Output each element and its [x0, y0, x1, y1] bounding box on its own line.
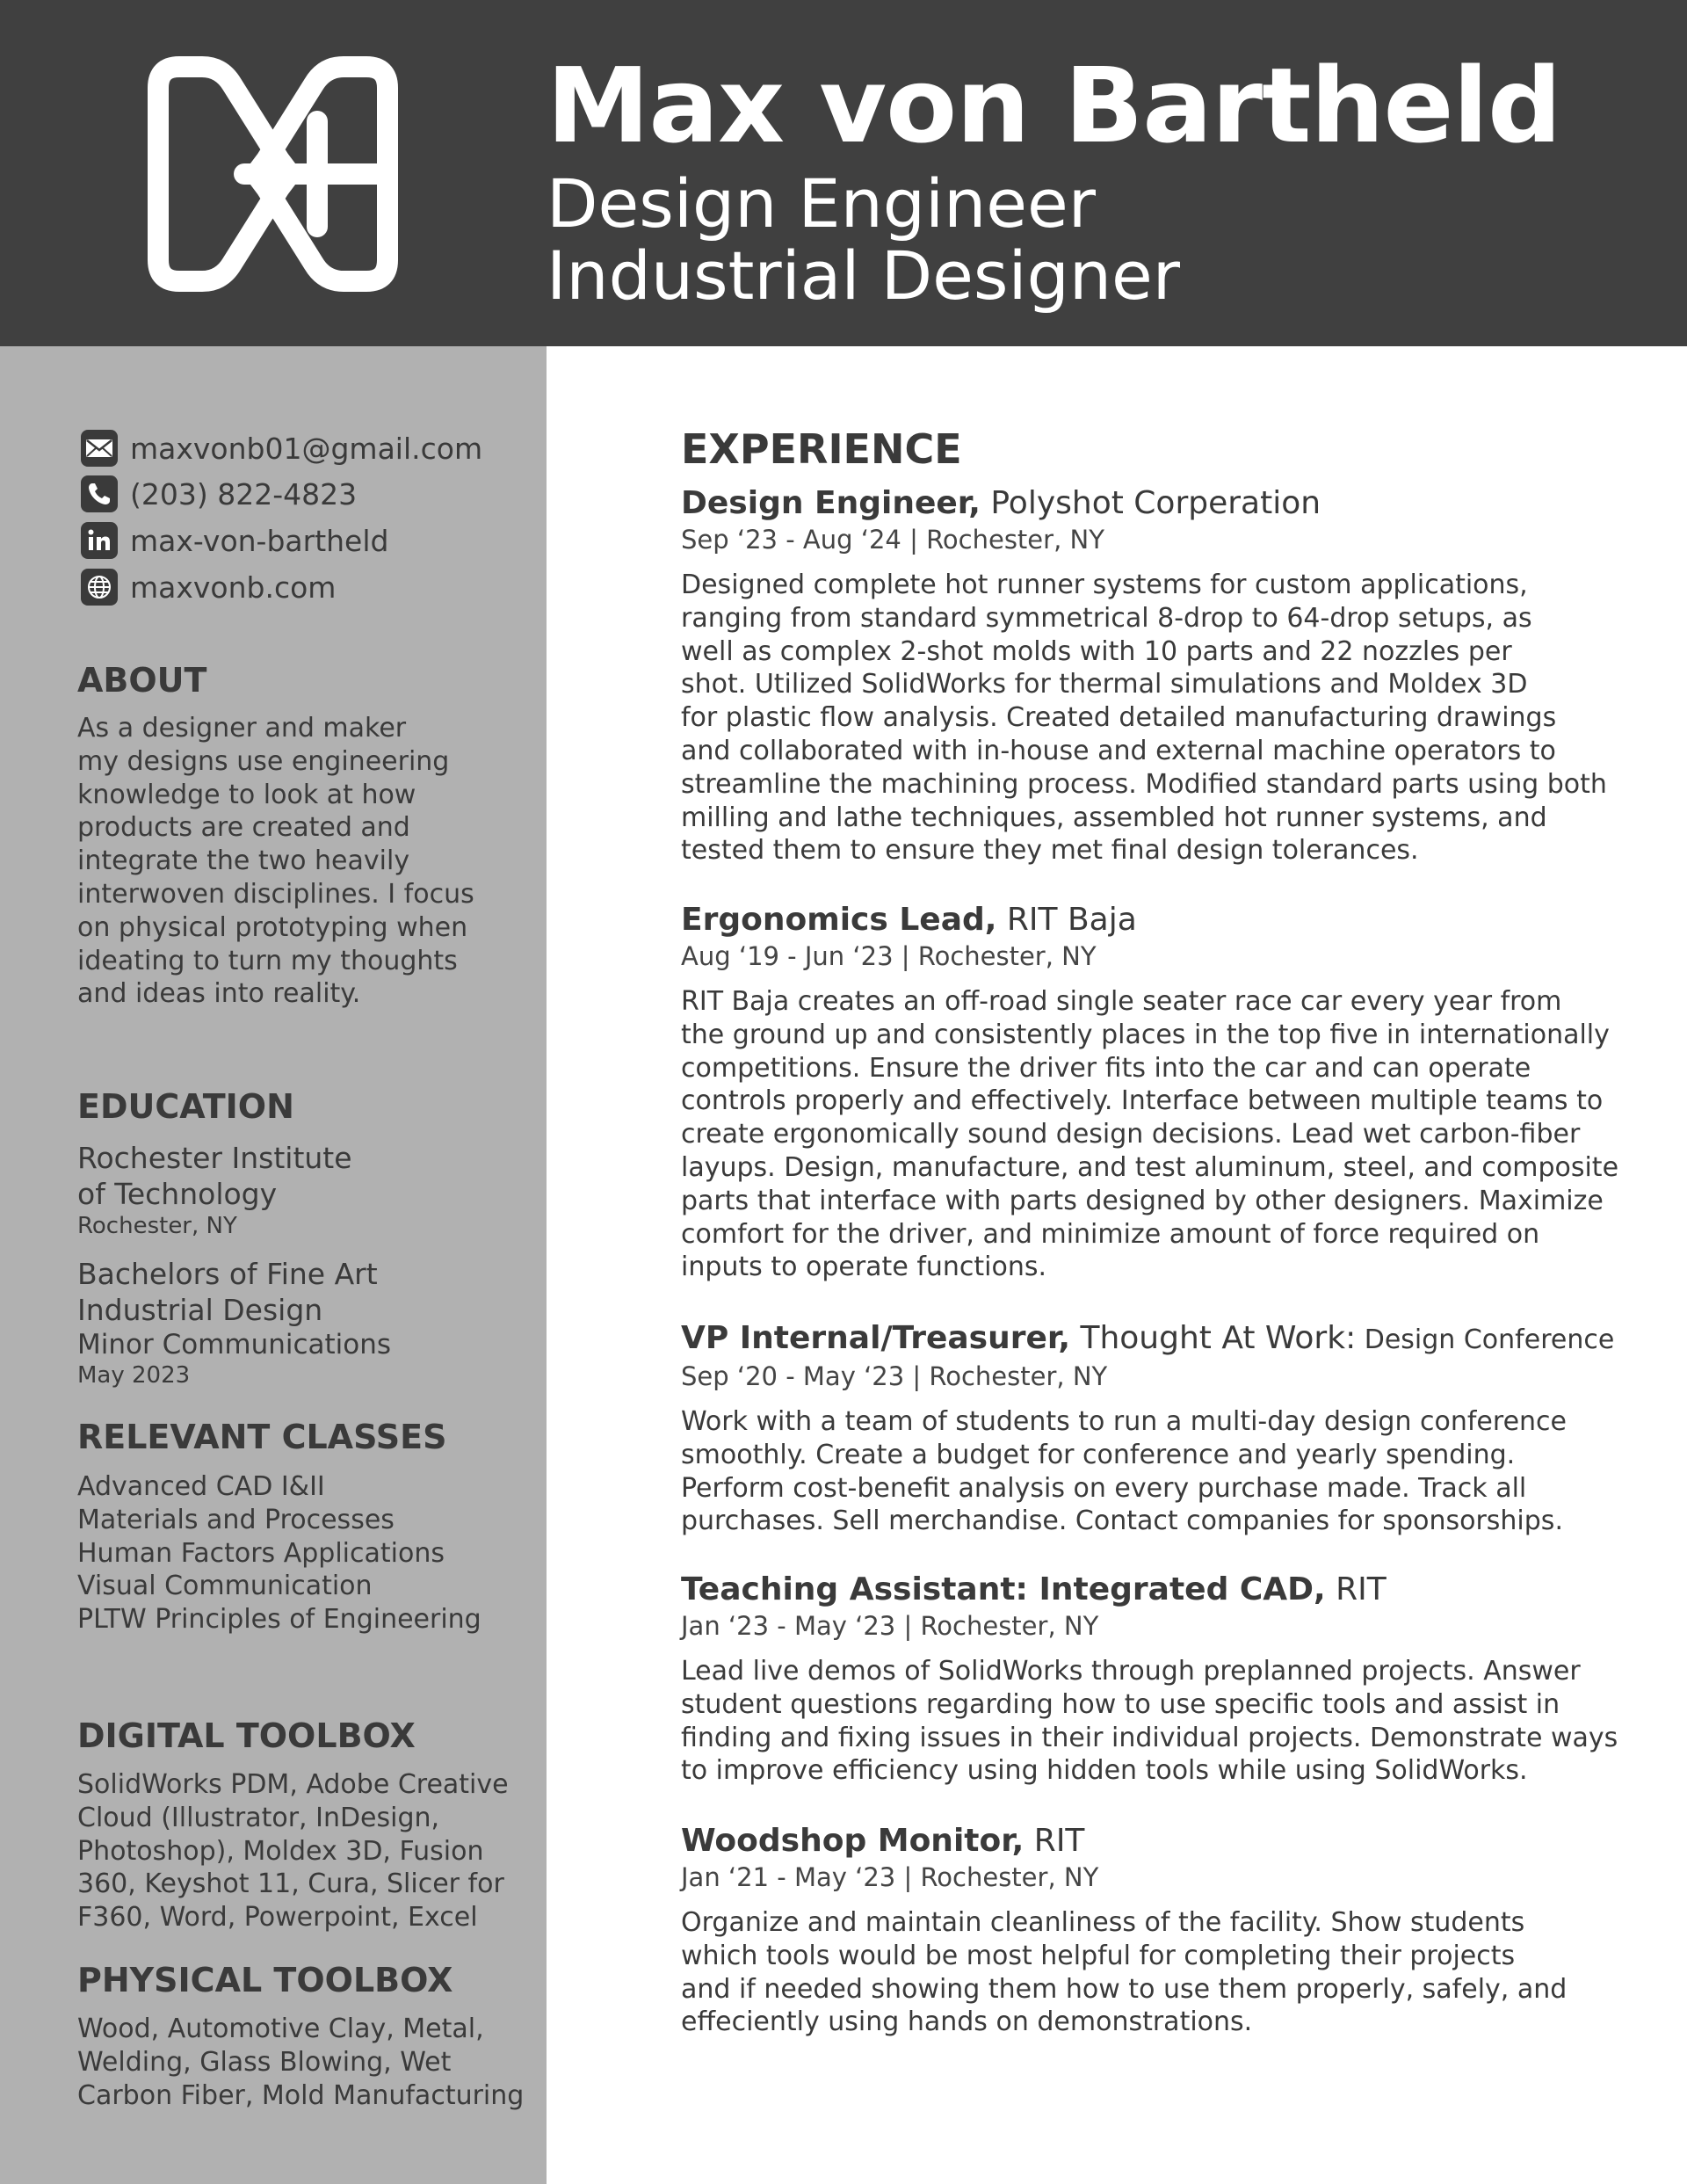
website-text: maxvonb.com [130, 570, 337, 605]
about-line: knowledge to look at how [77, 779, 416, 810]
about-text [77, 712, 474, 1011]
job-description [681, 1655, 1656, 1788]
job-description-line: Work with a team of students to run a multi-day design conference [681, 1406, 1567, 1437]
job-description-line: which tools would be most helpful for completing their projects [681, 1940, 1516, 1971]
experience-heading: EXPERIENCE [681, 425, 962, 473]
about-heading: ABOUT [77, 661, 207, 700]
job-description [681, 1906, 1656, 2039]
mail-icon [81, 430, 118, 467]
job-role: Ergonomics Lead, [681, 902, 997, 938]
job-dates-location: Jan ‘23 - May ‘23 | Rochester, NY [681, 1611, 1099, 1641]
job-entry-rit-baja [681, 901, 1656, 1284]
job-description-line: Perform cost-benefit analysis on every purchase made. Track all [681, 1472, 1527, 1504]
about-line: integrate the two heavily [77, 845, 410, 877]
job-description-line: milling and lathe techniques, assembled hot runner systems, and [681, 802, 1547, 833]
physical-toolbox-text [77, 2013, 524, 2112]
phone-text: (203) 822-4823 [130, 476, 358, 512]
job-description-line: inputs to operate functions. [681, 1252, 1047, 1283]
job-dates-location: Jan ‘21 - May ‘23 | Rochester, NY [681, 1862, 1099, 1892]
job-org-detail: Design Conference [1356, 1324, 1615, 1355]
digital-toolbox-text [77, 1768, 509, 1934]
class-item: Materials and Processes [77, 1504, 395, 1535]
job-org: Polyshot Corperation [980, 485, 1321, 521]
job-dates-location: Aug ‘19 - Jun ‘23 | Rochester, NY [681, 941, 1097, 971]
degree [77, 1256, 378, 1328]
job-description-line: for plastic flow analysis. Created detailed manufacturing drawings [681, 702, 1557, 734]
physical-toolbox-line: Carbon Fiber, Mold Manufacturing [77, 2079, 525, 2111]
job-description-line: controls properly and effectively. Interface between multiple teams to [681, 1085, 1604, 1117]
job-entry-teaching-assistant [681, 1571, 1656, 1788]
digital-toolbox-line: Photoshop), Moldex 3D, Fusion [77, 1835, 484, 1867]
school-line-1: Rochester Institute [77, 1141, 352, 1175]
job-dates-location: Sep ‘20 - May ‘23 | Rochester, NY [681, 1361, 1108, 1391]
job-description-line: finding and fixing issues in their individual projects. Demonstrate ways [681, 1722, 1618, 1753]
job-description-line: effeciently using hands on demonstrations. [681, 2006, 1253, 2038]
job-description-line: student questions regarding how to use specific tools and assist in [681, 1688, 1560, 1720]
job-role: Woodshop Monitor, [681, 1823, 1025, 1859]
job-dates-location: Sep ‘23 - Aug ‘24 | Rochester, NY [681, 525, 1104, 555]
job-description [681, 1405, 1656, 1538]
class-item: Visual Communication [77, 1571, 373, 1602]
job-description-line: layups. Design, manufacture, and test aluminum, steel, and composite [681, 1151, 1619, 1183]
job-title [681, 1571, 1656, 1609]
school-location: Rochester, NY [77, 1213, 237, 1239]
about-line: on physical prototyping when [77, 911, 468, 943]
minor: Minor Communications [77, 1329, 392, 1360]
job-title [681, 1319, 1656, 1360]
education-heading: EDUCATION [77, 1087, 294, 1126]
person-name: Max von Bartheld [547, 45, 1561, 166]
job-description-line: streamline the machining process. Modified standard parts using both [681, 768, 1607, 800]
job-description [681, 985, 1656, 1284]
mvb-monogram-logo-icon [148, 56, 398, 292]
physical-toolbox-line: Welding, Glass Blowing, Wet [77, 2046, 452, 2078]
job-description-line: well as complex 2-shot molds with 10 parts and 22 nozzles per [681, 635, 1512, 667]
job-description-line: purchases. Sell merchandise. Contact companies for sponsorships. [681, 1506, 1563, 1537]
about-line: my designs use engineering [77, 745, 450, 777]
job-role: Design Engineer, [681, 485, 981, 521]
job-description-line: and if needed showing them how to use them properly, safely, and [681, 1973, 1568, 2005]
job-description-line: Designed complete hot runner systems for custom applications, [681, 570, 1528, 600]
linkedin-icon [81, 522, 118, 559]
job-description-line: and collaborated with in-house and external machine operators to [681, 735, 1556, 766]
classes-heading: RELEVANT CLASSES [77, 1418, 447, 1456]
job-description-line: parts that interface with parts designed by other designers. Maximize [681, 1185, 1604, 1216]
linkedin-text: max-von-bartheld [130, 523, 389, 558]
job-org: RIT [1325, 1571, 1387, 1607]
job-description-line: tested them to ensure they met final design tolerances. [681, 835, 1419, 867]
contact-email[interactable] [81, 430, 482, 467]
job-description-line: competitions. Ensure the driver fits into the car and can operate [681, 1052, 1531, 1084]
school-name [77, 1140, 352, 1212]
digital-toolbox-line: Cloud (Illustrator, InDesign, [77, 1802, 440, 1833]
job-title-line-1: Design Engineer [547, 164, 1097, 243]
job-description-line: RIT Baja creates an off-road single seater race car every year from [681, 986, 1562, 1017]
degree-line-1: Bachelors of Fine Art [77, 1257, 378, 1291]
email-text: maxvonb01@gmail.com [130, 431, 483, 466]
job-description-line: to improve efficiency using hidden tools while using SolidWorks. [681, 1755, 1528, 1787]
degree-line-2: Industrial Design [77, 1293, 323, 1327]
digital-toolbox-heading: DIGITAL TOOLBOX [77, 1716, 416, 1755]
job-title-line-2: Industrial Designer [547, 236, 1180, 315]
about-line: ideating to turn my thoughts [77, 945, 458, 976]
job-org: Thought At Work: [1070, 1320, 1357, 1356]
digital-toolbox-line: SolidWorks PDM, Adobe Creative [77, 1769, 509, 1800]
graduation-date: May 2023 [77, 1362, 191, 1389]
job-role: VP Internal/Treasurer, [681, 1320, 1071, 1356]
job-org: RIT [1024, 1823, 1085, 1859]
about-line: As a designer and maker [77, 713, 407, 744]
job-description-line: shot. Utilized SolidWorks for thermal simulations and Moldex 3D [681, 669, 1528, 700]
about-line: products are created and [77, 812, 410, 844]
about-line: interwoven disciplines. I focus [77, 878, 474, 910]
job-description-line: ranging from standard symmetrical 8-drop to 64-drop setups, as [681, 602, 1532, 634]
classes-list [77, 1470, 481, 1636]
job-title [681, 484, 1656, 523]
globe-icon [81, 569, 118, 606]
job-description-line: create ergonomically sound design decisions. Lead wet carbon-fiber [681, 1119, 1581, 1150]
contact-website[interactable] [81, 569, 336, 606]
header-banner [0, 0, 1687, 346]
phone-icon [81, 475, 118, 512]
job-org: RIT Baja [996, 902, 1137, 938]
job-entry-woodshop-monitor [681, 1822, 1656, 2039]
class-item: Human Factors Applications [77, 1537, 445, 1569]
digital-toolbox-line: 360, Keyshot 11, Cura, Slicer for [77, 1868, 504, 1900]
job-role: Teaching Assistant: Integrated CAD, [681, 1571, 1326, 1607]
digital-toolbox-line: F360, Word, Powerpoint, Excel [77, 1902, 478, 1934]
job-description-line: smoothly. Create a budget for conference and yearly spending. [681, 1439, 1516, 1470]
job-description-line: Lead live demos of SolidWorks through preplanned projects. Answer [681, 1656, 1581, 1687]
school-line-2: of Technology [77, 1177, 278, 1211]
job-description-line: comfort for the driver, and minimize amount of force required on [681, 1218, 1540, 1250]
job-description-line: Organize and maintain cleanliness of the facility. Show students [681, 1907, 1525, 1938]
job-description [681, 569, 1656, 867]
job-entry-thought-at-work [681, 1319, 1656, 1538]
about-line: and ideas into reality. [77, 978, 361, 1010]
job-title [681, 901, 1656, 940]
job-entry-polyshot [681, 484, 1656, 867]
contact-phone[interactable] [81, 475, 357, 512]
class-item: PLTW Principles of Engineering [77, 1604, 481, 1636]
class-item: Advanced CAD I&II [77, 1471, 325, 1502]
job-description-line: the ground up and consistently places in the top five in internationally [681, 1019, 1610, 1050]
job-title [681, 1822, 1656, 1861]
physical-toolbox-line: Wood, Automotive Clay, Metal, [77, 2013, 484, 2044]
physical-toolbox-heading: PHYSICAL TOOLBOX [77, 1961, 453, 1999]
contact-linkedin[interactable] [81, 522, 388, 559]
